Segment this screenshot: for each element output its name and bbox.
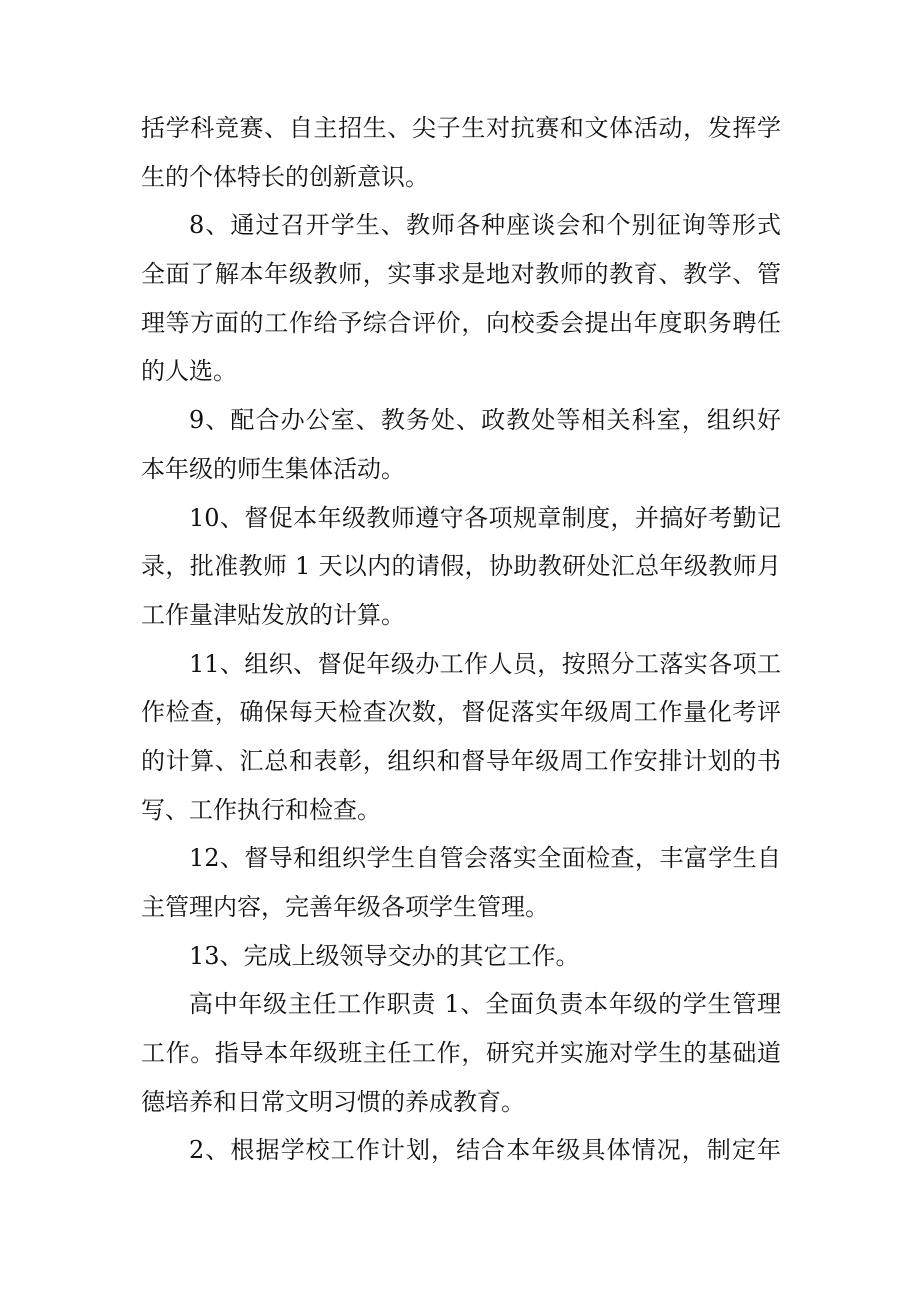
paragraph-item-9 [141, 396, 781, 493]
text-line: 写、工作执行和检查。 [141, 795, 381, 824]
text-line: 8、通过召开学生、教师各种座谈会和个别征询等形式 [189, 211, 781, 240]
text-line: 工作。指导本年级班主任工作，研究并实施对学生的基础道 [141, 1039, 781, 1068]
paragraph-item-12 [141, 834, 781, 931]
text-line: 2、根据学校工作计划，结合本年级具体情况，制定年 [189, 1136, 781, 1165]
text-line: 理等方面的工作给予综合评价，向校委会提出年度职务聘任 [141, 308, 781, 337]
paragraph-item-8 [141, 201, 781, 396]
paragraph-item-11 [141, 640, 781, 835]
text-line: 高中年级主任工作职责 1、全面负责本年级的学生管理 [189, 990, 781, 1019]
text-line: 本年级的师生集体活动。 [141, 454, 405, 483]
text-line: 9、配合办公室、教务处、政教处等相关科室，组织好 [189, 406, 781, 435]
text-line: 的计算、汇总和表彰，组织和督导年级周工作安排计划的书 [141, 746, 781, 775]
paragraph-continued [141, 104, 781, 201]
paragraph-item-10 [141, 494, 781, 640]
text-line: 主管理内容，完善年级各项学生管理。 [141, 893, 549, 921]
document-page [141, 104, 781, 1175]
text-line: 12、督导和组织学生自管会落实全面检查，丰富学生自 [189, 844, 781, 873]
text-line: 生的个体特长的创新意识。 [141, 162, 429, 191]
text-line: 11、组织、督促年级办工作人员，按照分工落实各项工 [189, 649, 781, 678]
text-line: 工作量津贴发放的计算。 [141, 600, 405, 629]
text-line: 作检查，确保每天检查次数，督促落实年级周工作量化考评 [141, 698, 781, 727]
text-line: 13、完成上级领导交办的其它工作。 [189, 941, 580, 970]
text-line: 全面了解本年级教师，实事求是地对教师的教育、教学、管 [141, 260, 781, 289]
text-line: 10、督促本年级教师遵守各项规章制度，并搞好考勤记 [189, 503, 781, 532]
text-line: 德培养和日常文明习惯的养成教育。 [141, 1087, 525, 1116]
paragraph-high-school-duties [141, 980, 781, 1126]
paragraph-item-2 [141, 1126, 781, 1175]
paragraph-item-13 [141, 932, 781, 981]
text-line: 的人选。 [141, 357, 237, 386]
text-line: 括学科竞赛、自主招生、尖子生对抗赛和文体活动，发挥学 [141, 114, 781, 142]
text-line: 录，批准教师 1 天以内的请假，协助教研处汇总年级教师月 [141, 552, 781, 581]
